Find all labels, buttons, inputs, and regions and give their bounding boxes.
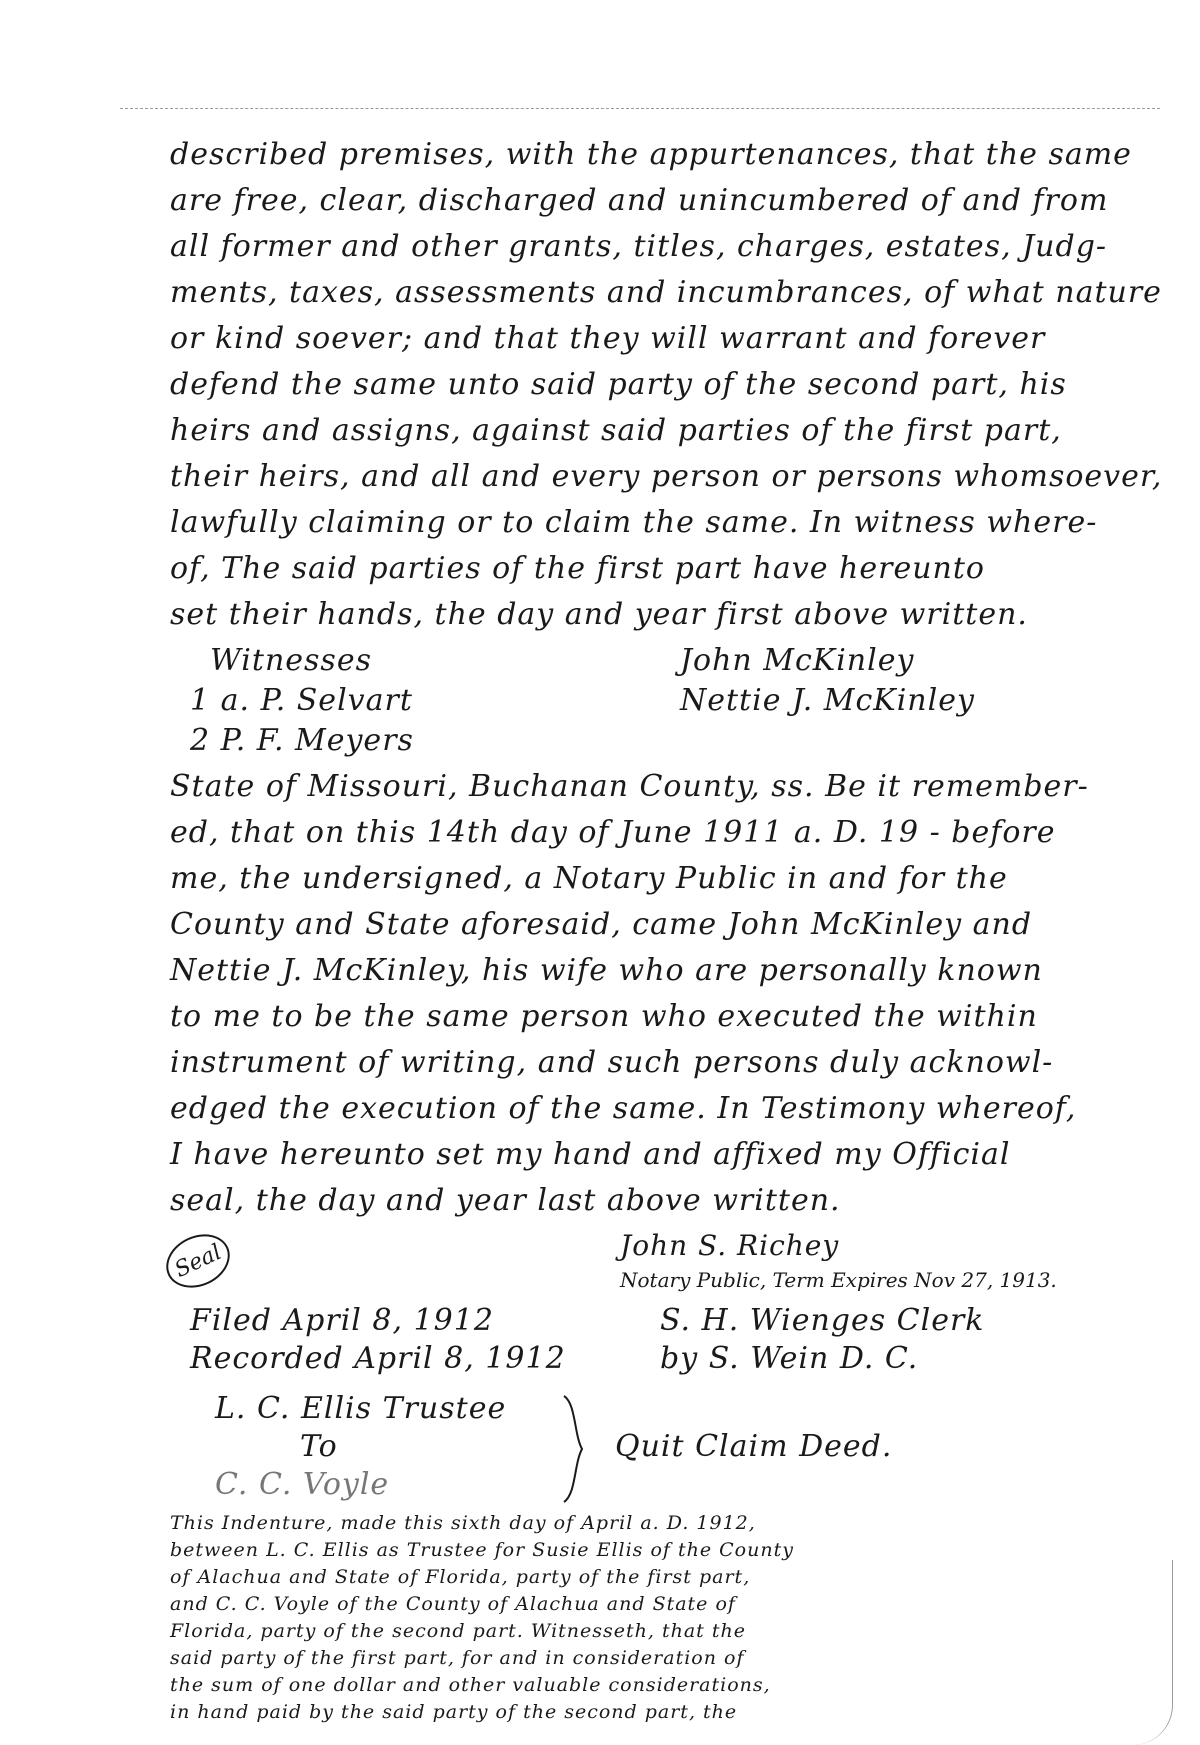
deed2-line: and C. C. Voyle of the County of Alachua and State of	[170, 1593, 736, 1615]
deed2-line: in hand paid by the said party of the second part, the	[170, 1701, 738, 1723]
notary-term: Notary Public, Term Expires Nov 27, 1913.	[620, 1268, 1057, 1292]
notary-name: John S. Richey	[620, 1229, 840, 1262]
clerk-name: S. H. Wienges Clerk	[660, 1303, 985, 1338]
deed1-line: heirs and assigns, against said parties of the first part,	[170, 413, 1062, 448]
acknowledgment-line: Nettie J. McKinley, his wife who are personally known	[170, 953, 1043, 988]
acknowledgment-line: me, the undersigned, a Notary Public in and for the	[170, 861, 1008, 896]
witnesses-heading: Witnesses	[210, 643, 372, 678]
deputy-clerk: by S. Wein D. C.	[660, 1341, 919, 1376]
acknowledgment-line: edged the execution of the same. In Testimony whereof,	[170, 1091, 1077, 1126]
deed1-line: of, The said parties of the first part have hereunto	[170, 551, 985, 586]
deed1-line: defend the same unto said party of the second part, his	[170, 367, 1067, 402]
grantee-name: C. C. Voyle	[215, 1467, 390, 1502]
deed1-line: or kind soever; and that they will warrant and forever	[170, 321, 1046, 356]
deed1-line: set their hands, the day and year first above written.	[170, 597, 1028, 632]
page-corner-curl	[1112, 1560, 1173, 1745]
grantor-name: L. C. Ellis Trustee	[215, 1391, 507, 1426]
acknowledgment-line: seal, the day and year last above written.	[170, 1183, 841, 1218]
deed1-line: lawfully claiming or to claim the same. In witness where-	[170, 505, 1098, 540]
deed1-line: all former and other grants, titles, charges, estates, Judg-	[170, 229, 1108, 264]
filed-date: Filed April 8, 1912	[190, 1303, 494, 1338]
signer-name: Nettie J. McKinley	[680, 683, 975, 718]
acknowledgment-line: State of Missouri, Buchanan County, ss. Be it remember-	[170, 769, 1089, 804]
seal-label: Seal	[170, 1239, 226, 1283]
acknowledgment-line: ed, that on this 14th day of June 1911 a. D. 19 - before	[170, 815, 1056, 850]
deed-type: Quit Claim Deed.	[615, 1429, 893, 1464]
acknowledgment-line: to me to be the same person who executed the within	[170, 999, 1038, 1034]
page-top-edge	[120, 108, 1160, 109]
acknowledgment-line: I have hereunto set my hand and affixed my Official	[170, 1137, 1011, 1172]
witness-name: 1 a. P. Selvart	[190, 683, 413, 718]
signer-name: John McKinley	[680, 643, 915, 678]
deed2-line: of Alachua and State of Florida, party of the first part,	[170, 1566, 751, 1588]
acknowledgment-line: County and State aforesaid, came John McKinley and	[170, 907, 1033, 942]
brace-icon	[560, 1394, 586, 1504]
deed2-line: This Indenture, made this sixth day of April a. D. 1912,	[170, 1512, 756, 1534]
deed1-line: their heirs, and all and every person or persons whomsoever,	[170, 459, 1163, 494]
deed-to: To	[300, 1429, 338, 1464]
deed1-line: are free, clear, discharged and unincumbered of and from	[170, 183, 1109, 218]
deed2-line: Florida, party of the second part. Witnesseth, that the	[170, 1620, 746, 1642]
deed1-line: ments, taxes, assessments and incumbrances, of what nature	[170, 275, 1162, 310]
witness-name: 2 P. F. Meyers	[190, 723, 414, 758]
recorded-date: Recorded April 8, 1912	[190, 1341, 566, 1376]
acknowledgment-line: instrument of writing, and such persons duly acknowl-	[170, 1045, 1054, 1080]
deed1-line: described premises, with the appurtenances, that the same	[170, 137, 1132, 172]
notary-seal	[158, 1224, 239, 1297]
deed2-line: the sum of one dollar and other valuable considerations,	[170, 1674, 771, 1696]
deed2-line: said party of the first part, for and in consideration of	[170, 1647, 745, 1669]
deed2-line: between L. C. Ellis as Trustee for Susie Ellis of the County	[170, 1539, 794, 1561]
